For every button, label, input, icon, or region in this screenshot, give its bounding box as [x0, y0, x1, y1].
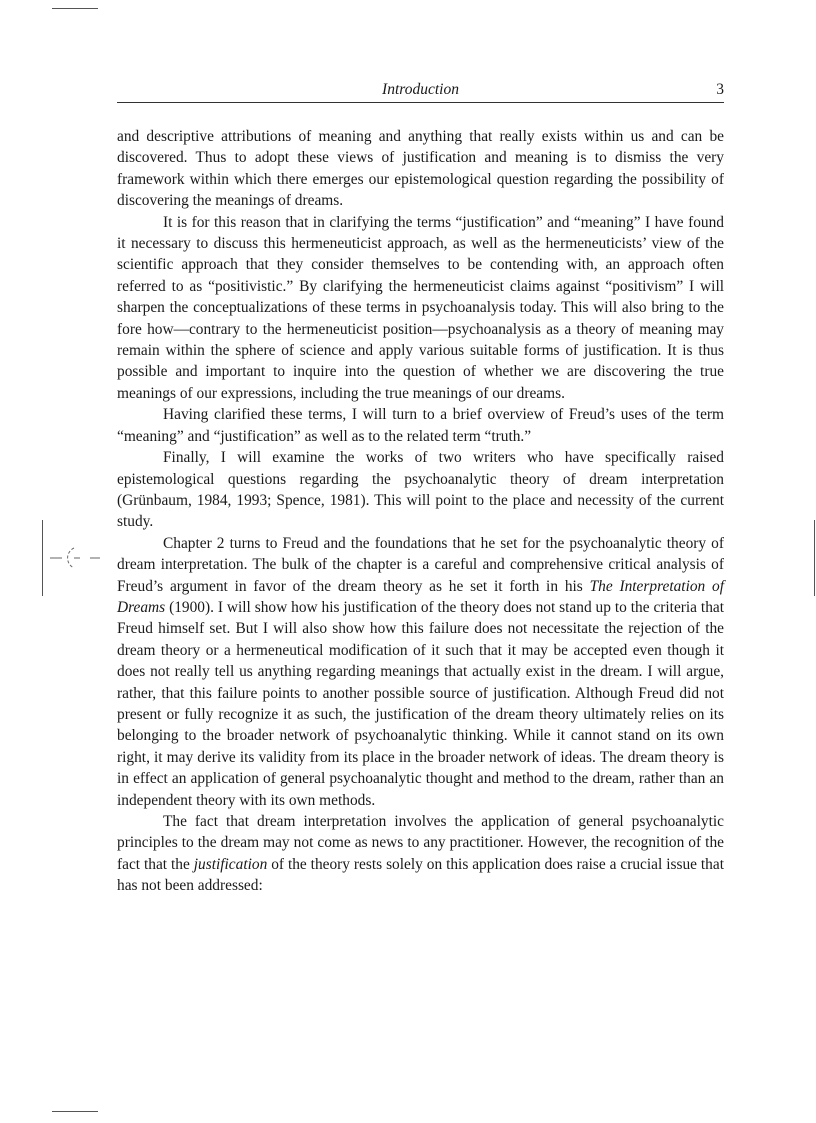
paragraph-4: Finally, I will examine the works of two writers who have specifically raised epistemological questions regarding the psychoanalytic theory of dream interpretation (Grünbaum, 1984, 1993; Spence, 1981). This will point to the place and necessity of the current study.: [117, 449, 724, 531]
paragraph-3: Having clarified these terms, I will turn to a brief overview of Freud’s uses of the term “meaning” and “justification” as well as to the related term “truth.”: [117, 406, 724, 445]
crop-mark-middle-right: [814, 520, 815, 596]
paragraph-5: [117, 533, 724, 811]
paragraph-2: It is for this reason that in clarifying the terms “justification” and “meaning” I have found it necessary to discuss this hermeneuticist approach, as well as the hermeneuticists’ view of the scientific approach that they consider themselves to be contending with, an approach often referred to as “positivistic.” By clarifying the hermeneuticist claims against “positivism” I will sharpen the conceptualizations of these terms in psychoanalysis today. This will also bring to the fore how—contrary to the hermeneuticist position—psychoanalysis as a theory of meaning may remain within the sphere of science and apply various suitable forms of justification. It is thus possible and important to inquire into the question of whether we are discovering the true meanings of our expressions, including the true meanings of our dreams.: [117, 213, 724, 402]
body-text: [117, 126, 724, 897]
registration-mark-icon: [50, 540, 102, 576]
paragraph-6-text-b: of the theory rests solely on this application does raise a crucial issue that has not been addressed:: [117, 855, 724, 895]
paragraph-5-text-a: Chapter 2 turns to Freud and the foundations that he set for the psychoanalytic theory of dream interpretation. The bulk of the chapter is a careful and comprehensive critical analysis of Freud’s argument in favor of the dream theory as he set it forth in his: [117, 534, 724, 595]
emphasis-italic: justification: [193, 855, 268, 873]
paragraph-6-text-a: The fact that dream interpretation involves the application of general psychoanalytic principles to the dream may not come as news to any practitioner. However, the recognition of the fact that the: [117, 813, 724, 873]
running-head-title: Introduction: [382, 81, 459, 98]
book-title-italic: The Interpretation of Dreams: [117, 577, 724, 616]
paragraph-6: [117, 811, 724, 897]
crop-mark-bottom-left: [52, 1111, 98, 1112]
running-head: [117, 80, 724, 103]
paragraph-5-text-b: (1900). I will show how his justification of the theory does not stand up to the criteria that Freud himself set. But I will also show how this failure does not necessitate the rejection of the dream theory or a hermeneutical modification of it such that it may be accepted even though it does not really tell us anything regarding meanings that actually exist in the dream. I will argue, rather, that this failure points to another possible source of justification. Although Freud did not present or fully recognize it as such, the justification of the dream theory ultimately relies on its belonging to the broader network of psychoanalytic thinking. While it cannot stand on its own right, it may derive its validity from its place in the broader network of ideas. The dream theory is in effect an application of general psychoanalytic thought and method to the dream, rather than an independent theory with its own methods.: [117, 598, 724, 809]
crop-mark-top-left: [52, 8, 98, 9]
crop-mark-middle-left: [42, 520, 43, 596]
paragraph-1: and descriptive attributions of meaning and anything that really exists within us and can be discovered. Thus to adopt these views of justification and meaning is to dismiss the very framework within which there emerges our epistemological question regarding the possibility of discovering the meanings of dreams.: [117, 128, 724, 210]
page-number: 3: [716, 81, 724, 98]
